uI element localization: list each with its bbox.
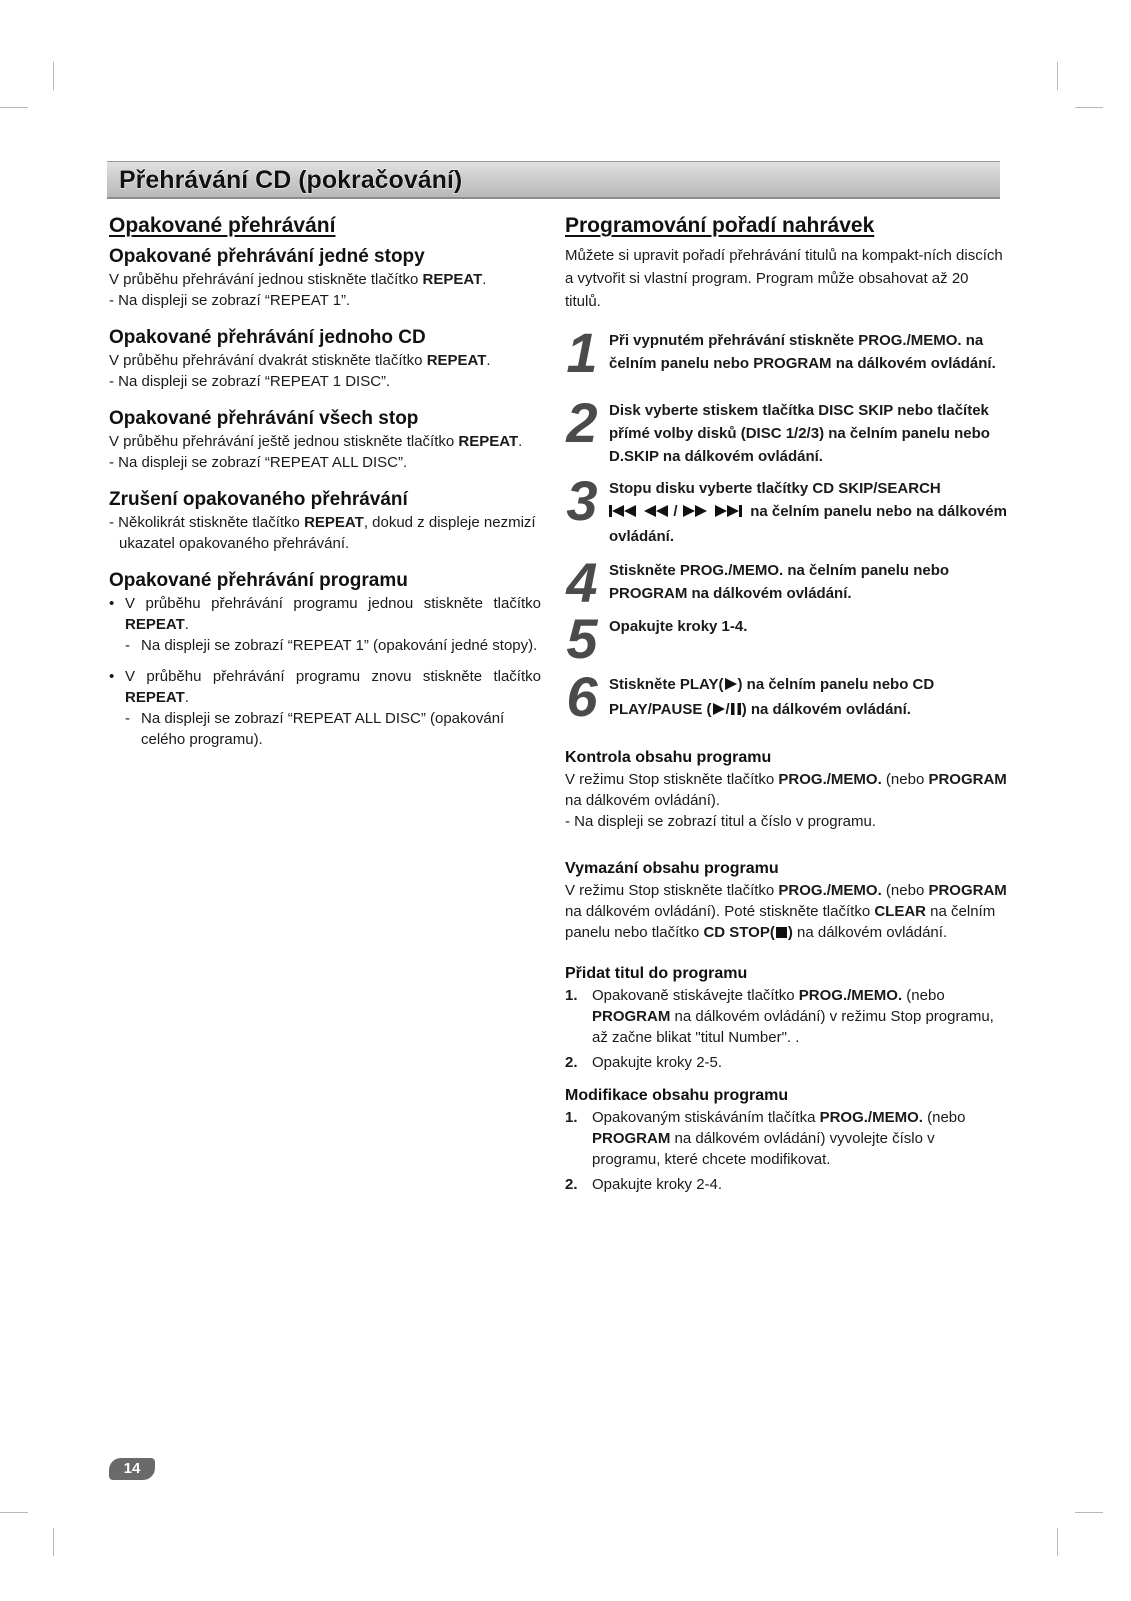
step-number: 2 bbox=[566, 391, 598, 454]
step-number: 3 bbox=[566, 469, 598, 532]
play-icon bbox=[712, 700, 726, 723]
play-icon bbox=[724, 675, 738, 698]
crop-mark bbox=[0, 107, 28, 108]
bullet-subitem: - Na displeji se zobrazí “REPEAT ALL DISC” (opakování celého programu). bbox=[125, 710, 505, 748]
step-text: Při vypnutém přehrávání stiskněte PROG./MEMO. na čelním panelu nebo PROGRAM na dálkovém ovládání. bbox=[609, 332, 996, 372]
list-item: 2. Opakujte kroky 2-5. bbox=[565, 1054, 723, 1071]
section-title: Opakované přehrávání jedné stopy bbox=[109, 246, 425, 267]
section-title: Opakované přehrávání jednoho CD bbox=[109, 327, 426, 348]
section-text: V režimu Stop stiskněte tlačítko PROG./MEMO. (nebo PROGRAM na dálkovém ovládání). Poté stiskněte tlačítko CLEAR na čelním panelu nebo tlačítko CD STOP( ) na dálkovém ovládání. bbox=[565, 880, 1007, 945]
rewind-icon bbox=[643, 502, 669, 525]
program-steps bbox=[565, 321, 1007, 735]
bullet-item: • V průběhu přehrávání programu jednou stiskněte tlačítko REPEAT. bbox=[109, 593, 541, 635]
erase-program-section bbox=[565, 858, 1007, 945]
fast-forward-icon bbox=[682, 502, 708, 525]
program-heading: Programování pořadí nahrávek bbox=[565, 214, 875, 237]
step-text: Stiskněte PROG./MEMO. na čelním panelu nebo PROGRAM na dálkovém ovládání. bbox=[609, 562, 950, 602]
step-1 bbox=[565, 321, 1007, 399]
bullet-item: • V průběhu přehrávání programu znovu stiskněte tlačítko REPEAT. bbox=[109, 666, 541, 708]
section-note: - Na displeji se zobrazí “REPEAT 1 DISC”. bbox=[109, 373, 391, 390]
repeat-cancel-section bbox=[109, 487, 541, 554]
check-program-section bbox=[565, 747, 1007, 832]
repeat-heading: Opakované přehrávání bbox=[109, 214, 336, 237]
step-text: Disk vyberte stiskem tlačítka DISC SKIP nebo tlačítek přímé volby disků (DISC 1/2/3) na čelním panelu nebo D.SKIP na dálkovém ovládání. bbox=[609, 402, 990, 465]
skip-back-icon bbox=[609, 502, 639, 525]
step-number: 1 bbox=[566, 321, 598, 384]
step-5 bbox=[565, 607, 1007, 673]
repeat-track-section bbox=[109, 244, 541, 311]
section-note: - Na displeji se zobrazí “REPEAT 1”. bbox=[109, 292, 351, 309]
program-intro: Můžete si upravit pořadí přehrávání titulů na kompakt-ních discích a vytvořit si vlastní program. Program může obsahovat až 20 titulů. bbox=[565, 247, 1003, 310]
pause-icon bbox=[730, 700, 742, 723]
section-text: V průběhu přehrávání dvakrát stiskněte tlačítko REPEAT. bbox=[109, 352, 491, 369]
crop-mark bbox=[1057, 62, 1058, 90]
section-title: Kontrola obsahu programu bbox=[565, 749, 772, 766]
step-text: Stopu disku vyberte tlačítky CD SKIP/SEARCH bbox=[609, 480, 941, 497]
page-number-badge: 14 bbox=[109, 1458, 155, 1480]
repeat-program-section bbox=[109, 568, 541, 750]
section-note: - Na displeji se zobrazí titul a číslo v programu. bbox=[565, 813, 876, 830]
step-text: na čelním panelu nebo na dálkovém ovládání. bbox=[609, 503, 1007, 545]
crop-mark bbox=[53, 1528, 54, 1556]
page-title: Přehrávání CD (pokračování) bbox=[119, 166, 463, 194]
list-item: 1. Opakovaně stiskávejte tlačítko PROG./MEMO. (nebo PROGRAM na dálkovém ovládání) v režimu Stop programu, až začne blikat "titul Number". . bbox=[565, 987, 994, 1046]
crop-mark bbox=[1075, 107, 1103, 108]
section-title: Modifikace obsahu programu bbox=[565, 1087, 789, 1104]
step-text: Opakujte kroky 1-4. bbox=[609, 618, 748, 635]
section-title: Zrušení opakovaného přehrávání bbox=[109, 489, 408, 510]
step-2 bbox=[565, 391, 1007, 477]
right-column bbox=[565, 212, 1007, 1195]
left-column bbox=[109, 212, 541, 750]
step-4 bbox=[565, 551, 1007, 615]
step-3: 3 Stopu disku vyberte tlačítky CD SKIP/SEARCH / na čelním panelu nebo na dálkovém ovládání. bbox=[566, 469, 1007, 545]
skip-forward-icon bbox=[712, 502, 742, 525]
step-number: 4 bbox=[566, 551, 598, 614]
section-text: V průběhu přehrávání jednou stiskněte tlačítko REPEAT. bbox=[109, 271, 487, 288]
crop-mark bbox=[53, 62, 54, 90]
section-title: Přidat titul do programu bbox=[565, 965, 748, 982]
section-title: Vymazání obsahu programu bbox=[565, 860, 779, 877]
section-text: V průběhu přehrávání ještě jednou stiskněte tlačítko REPEAT. bbox=[109, 433, 523, 450]
repeat-all-section bbox=[109, 406, 541, 473]
section-title: Opakované přehrávání programu bbox=[109, 570, 408, 591]
modify-program-section bbox=[565, 1085, 1007, 1195]
section-title: Opakované přehrávání všech stop bbox=[109, 408, 419, 429]
crop-mark bbox=[1075, 1512, 1103, 1513]
step-number: 6 bbox=[566, 665, 598, 728]
repeat-disc-section bbox=[109, 325, 541, 392]
page-title-bar bbox=[107, 161, 1000, 199]
section-text: V režimu Stop stiskněte tlačítko PROG./MEMO. (nebo PROGRAM na dálkovém ovládání). bbox=[565, 771, 1007, 809]
step-6: 6 Stiskněte PLAY( ) na čelním panelu nebo CD PLAY/PAUSE ( / ) na dálkovém ovládání. bbox=[566, 665, 935, 728]
crop-mark bbox=[0, 1512, 28, 1513]
list-item: 2. Opakujte kroky 2-4. bbox=[565, 1176, 723, 1193]
bullet-subitem: - Na displeji se zobrazí “REPEAT 1” (opakování jedné stopy). bbox=[125, 637, 538, 654]
step-number: 5 bbox=[566, 607, 598, 670]
section-note: - Na displeji se zobrazí “REPEAT ALL DISC”. bbox=[109, 454, 408, 471]
list-item: 1. Opakovaným stiskáváním tlačítka PROG./MEMO. (nebo PROGRAM na dálkovém ovládání) vyvolejte číslo v programu, které chcete modifikovat. bbox=[565, 1109, 966, 1168]
stop-icon bbox=[775, 924, 788, 945]
section-text: - Několikrát stiskněte tlačítko REPEAT, dokud z displeje nezmizí ukazatel opakovaného přehrávání. bbox=[109, 514, 536, 552]
add-title-section bbox=[565, 963, 1007, 1073]
crop-mark bbox=[1057, 1528, 1058, 1556]
